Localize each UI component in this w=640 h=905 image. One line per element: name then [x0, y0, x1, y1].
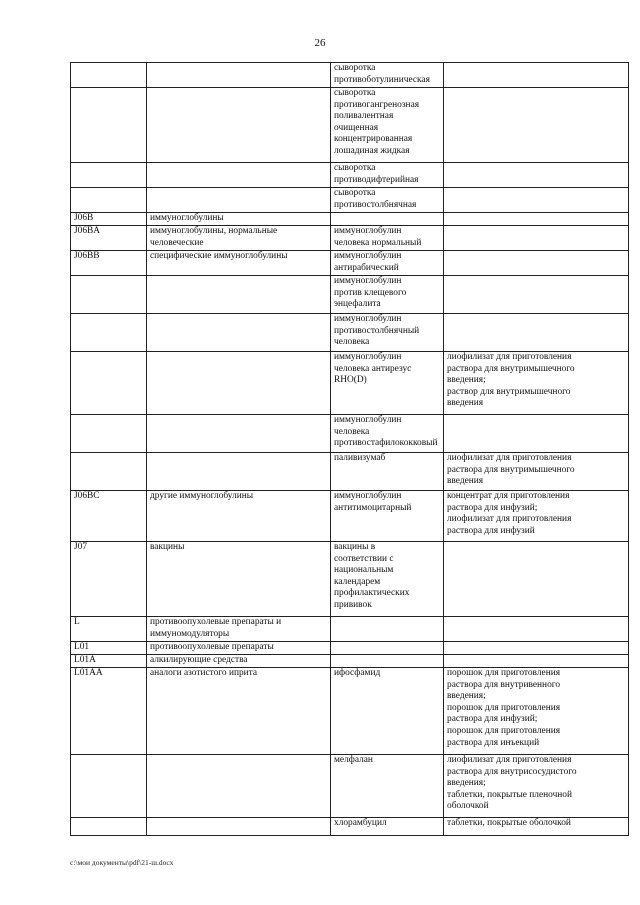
group-cell: алкилирующие средства: [147, 655, 331, 668]
table-row: [71, 163, 629, 188]
group-cell: противоопухолевые препараты и иммуномодуляторы: [147, 617, 331, 642]
atc-code-cell: [71, 163, 147, 188]
table-row: [71, 818, 629, 836]
atc-code-cell: J06BB: [71, 251, 147, 276]
drug-name-cell: иммуноглобулин человека антирезус RHO(D): [331, 352, 444, 415]
dosage-form-cell: таблетки, покрытые оболочкой: [444, 818, 629, 836]
dosage-form-cell: лиофилизат для приготовления раствора для внутримышечного введения; раствор для внутримышечного введения: [444, 352, 629, 415]
table-row: [71, 213, 629, 226]
table-row: [71, 276, 629, 314]
atc-code-cell: [71, 88, 147, 163]
atc-code-cell: L01: [71, 642, 147, 655]
atc-code-cell: J07: [71, 542, 147, 617]
drug-name-cell: сыворотка противоботулиническая: [331, 63, 444, 88]
group-cell: [147, 352, 331, 415]
table-row: [71, 352, 629, 415]
drug-name-cell: сыворотка противодифтерийная: [331, 163, 444, 188]
table-row: [71, 415, 629, 453]
drug-name-cell: иммуноглобулин против клещевого энцефалита: [331, 276, 444, 314]
atc-code-cell: L: [71, 617, 147, 642]
table-row: [71, 251, 629, 276]
dosage-form-cell: [444, 213, 629, 226]
group-cell: иммуноглобулины, нормальные человеческие: [147, 226, 331, 251]
table-row: [71, 755, 629, 818]
group-cell: аналоги азотистого иприта: [147, 668, 331, 755]
dosage-form-cell: [444, 642, 629, 655]
drug-name-cell: иммуноглобулин человека нормальный: [331, 226, 444, 251]
group-cell: [147, 188, 331, 213]
atc-code-cell: [71, 352, 147, 415]
atc-code-cell: L01A: [71, 655, 147, 668]
table-row: [71, 63, 629, 88]
group-cell: [147, 818, 331, 836]
atc-code-cell: [71, 818, 147, 836]
group-cell: иммуноглобулины: [147, 213, 331, 226]
drug-name-cell: сыворотка противостолбнячная: [331, 188, 444, 213]
dosage-form-cell: [444, 276, 629, 314]
table-row: [71, 655, 629, 668]
group-cell: другие иммуноглобулины: [147, 491, 331, 542]
drug-name-cell: вакцины в соответствии с национальным календарем профилактических прививок: [331, 542, 444, 617]
drug-name-cell: сыворотка противогангренозная поливалентная очищенная концентрированная лошадиная жидкая: [331, 88, 444, 163]
atc-code-cell: [71, 188, 147, 213]
table-row: [71, 453, 629, 491]
atc-code-cell: [71, 314, 147, 352]
group-cell: [147, 314, 331, 352]
atc-code-cell: [71, 415, 147, 453]
atc-code-cell: J06BA: [71, 226, 147, 251]
drug-table-body: [71, 63, 629, 836]
drug-table: [70, 62, 629, 836]
table-row: [71, 668, 629, 755]
dosage-form-cell: концентрат для приготовления раствора для инфузий; лиофилизат для приготовления раствора для инфузий: [444, 491, 629, 542]
table-row: [71, 226, 629, 251]
drug-name-cell: [331, 617, 444, 642]
drug-name-cell: иммуноглобулин противостолбнячный человека: [331, 314, 444, 352]
drug-name-cell: [331, 655, 444, 668]
drug-name-cell: иммуноглобулин антирабический: [331, 251, 444, 276]
dosage-form-cell: [444, 251, 629, 276]
group-cell: противоопухолевые препараты: [147, 642, 331, 655]
dosage-form-cell: [444, 617, 629, 642]
table-row: [71, 188, 629, 213]
atc-code-cell: L01AA: [71, 668, 147, 755]
group-cell: [147, 453, 331, 491]
dosage-form-cell: [444, 415, 629, 453]
table-row: [71, 642, 629, 655]
dosage-form-cell: [444, 88, 629, 163]
dosage-form-cell: лиофилизат для приготовления раствора для внутрисосудистого введения; таблетки, покрытые пленочной оболочкой: [444, 755, 629, 818]
drug-name-cell: мелфалан: [331, 755, 444, 818]
group-cell: [147, 276, 331, 314]
dosage-form-cell: лиофилизат для приготовления раствора для внутримышечного введения: [444, 453, 629, 491]
dosage-form-cell: [444, 63, 629, 88]
group-cell: [147, 163, 331, 188]
group-cell: вакцины: [147, 542, 331, 617]
table-row: [71, 88, 629, 163]
dosage-form-cell: порошок для приготовления раствора для внутривенного введения; порошок для приготовления раствора для инфузий; порошок для приготовления раствора для инъекций: [444, 668, 629, 755]
drug-name-cell: иммуноглобулин антитимоцитарный: [331, 491, 444, 542]
page-number: 26: [314, 37, 326, 49]
atc-code-cell: J06BC: [71, 491, 147, 542]
table-row: [71, 314, 629, 352]
drug-name-cell: [331, 213, 444, 226]
group-cell: [147, 755, 331, 818]
table-row: [71, 617, 629, 642]
dosage-form-cell: [444, 188, 629, 213]
atc-code-cell: [71, 453, 147, 491]
dosage-form-cell: [444, 163, 629, 188]
table-row: [71, 542, 629, 617]
atc-code-cell: [71, 755, 147, 818]
drug-name-cell: ифосфамид: [331, 668, 444, 755]
dosage-form-cell: [444, 314, 629, 352]
dosage-form-cell: [444, 226, 629, 251]
group-cell: [147, 63, 331, 88]
atc-code-cell: [71, 276, 147, 314]
drug-name-cell: хлорамбуцил: [331, 818, 444, 836]
group-cell: [147, 415, 331, 453]
drug-name-cell: иммуноглобулин человека противостафилококковый: [331, 415, 444, 453]
footer-file-path: c:\мои документы\pdf\21-ш.docx: [70, 858, 174, 867]
atc-code-cell: J06B: [71, 213, 147, 226]
atc-code-cell: [71, 63, 147, 88]
group-cell: [147, 88, 331, 163]
drug-name-cell: паливизумаб: [331, 453, 444, 491]
table-row: [71, 491, 629, 542]
dosage-form-cell: [444, 655, 629, 668]
group-cell: специфические иммуноглобулины: [147, 251, 331, 276]
drug-name-cell: [331, 642, 444, 655]
dosage-form-cell: [444, 542, 629, 617]
